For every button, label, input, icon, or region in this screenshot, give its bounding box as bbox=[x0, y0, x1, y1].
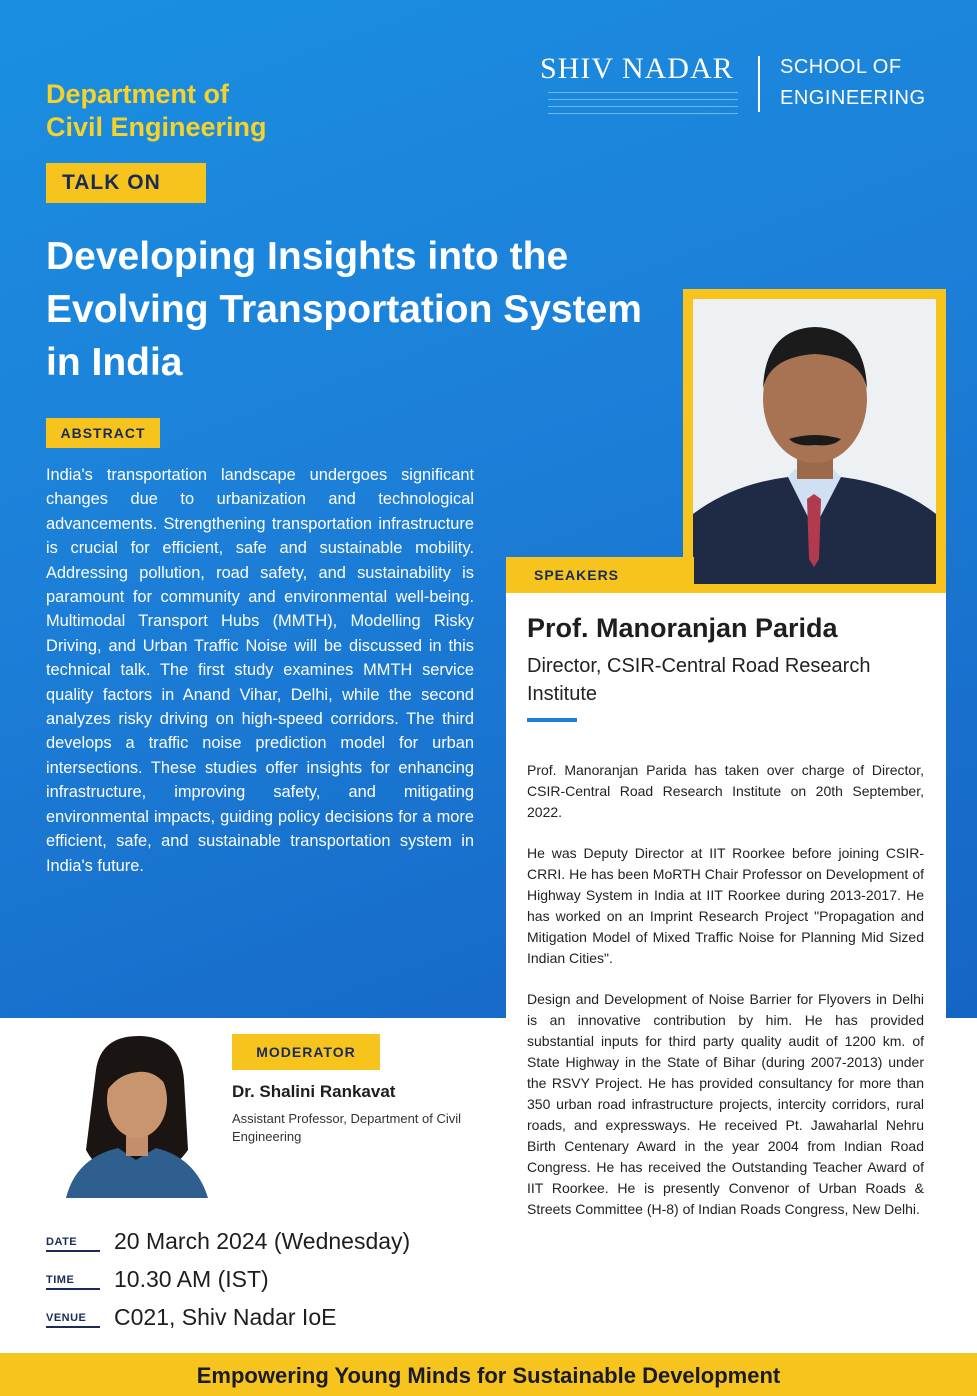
date-row bbox=[46, 1228, 486, 1262]
date-value: 20 March 2024 (Wednesday) bbox=[114, 1228, 411, 1254]
moderator-name: Dr. Shalini Rankavat bbox=[232, 1082, 396, 1101]
speaker-accent-rule bbox=[527, 718, 577, 722]
logo-fine-print bbox=[548, 92, 738, 120]
department-heading bbox=[46, 78, 267, 144]
talk-title: Developing Insights into the Evolving Transportation System in India bbox=[46, 235, 642, 384]
speaker-name: Prof. Manoranjan Parida bbox=[527, 613, 838, 643]
moderator-portrait-icon bbox=[56, 1030, 216, 1198]
logo-school-line2: ENGINEERING bbox=[780, 87, 926, 109]
bio-paragraph: Prof. Manoranjan Parida has taken over charge of Director, CSIR-Central Road Research Institute on 20th September, 2022. bbox=[527, 762, 924, 820]
venue-row bbox=[46, 1304, 486, 1338]
bio-paragraph: He was Deputy Director at IIT Roorkee before joining CSIR-CRRI. He has been MoRTH Chair Professor on Development of Highway System in India at IIT Roorkee during 2013-2017. He has worked on an Imprint Research Project "Propagation and Mitigation Model of Mixed Traffic Noise for Planning Mid Sized Indian Cities". bbox=[527, 845, 924, 966]
logo-wordmark: SHIV NADAR bbox=[540, 52, 734, 85]
logo-divider bbox=[758, 56, 760, 112]
venue-label: VENUE bbox=[46, 1312, 100, 1328]
venue-value: C021, Shiv Nadar IoE bbox=[114, 1304, 337, 1330]
abstract-tag: ABSTRACT bbox=[46, 418, 160, 448]
abstract-text: India's transportation landscape undergoes significant changes due to urbanization and technological advancements. Strengthening transportation infrastructure is crucial for efficient, safe and sustainable mobility. Addressing pollution, road safety, and sustainability is paramount for community and environmental well-being. Multimodal Transport Hubs (MMTH), Modelling Risky Driving, and Urban Traffic Noise will be discussed in this technical talk. The first study examines MMTH service quality factors in Anand Vihar, Delhi, while the second analyzes risky driving on high-speed corridors. The third develops a traffic noise prediction model for urban intersections. These studies offer insights for enhancing infrastructure, improving safety, and mitigating environmental impacts, guiding policy decisions for a more efficient, safe, and sustainable transportation system in India's future. bbox=[46, 466, 474, 875]
department-line2: Civil Engineering bbox=[46, 112, 267, 142]
department-line1: Department of bbox=[46, 79, 230, 109]
time-label: TIME bbox=[46, 1274, 100, 1290]
moderator-role: Assistant Professor, Department of Civil Engineering bbox=[232, 1111, 462, 1144]
time-value: 10.30 AM (IST) bbox=[114, 1266, 269, 1292]
footer-banner: Empowering Young Minds for Sustainable Development bbox=[0, 1353, 977, 1396]
date-label: DATE bbox=[46, 1236, 100, 1252]
speaker-bio bbox=[527, 760, 924, 1240]
logo-school-line1: SCHOOL OF bbox=[780, 56, 902, 78]
institution-logo bbox=[540, 52, 960, 132]
speaker-photo bbox=[693, 299, 936, 584]
talk-on-tag: TALK ON bbox=[46, 163, 206, 203]
bio-paragraph: Design and Development of Noise Barrier for Flyovers in Delhi is an innovative contribution by him. He has provided substantial inputs for third party quality audit of 1200 km. of State Highway in the State of Bihar (during 2007-2013) under the RSVY Project. He has provided consultancy for more than 350 urban road infrastructure projects, intercity corridors, rural roads, and expressways. He received Pt. Jawaharlal Nehru Birth Centenary Award in the year 2004 from Indian Road Congress. He has received the Outstanding Teacher Award of IIT Roorkee. He is presently Convenor of Urban Roads & Streets Committee (H-8) of Indian Roads Congress, New Delhi. bbox=[527, 991, 924, 1217]
moderator-photo bbox=[56, 1030, 216, 1198]
time-row bbox=[46, 1266, 486, 1300]
speakers-tag: SPEAKERS bbox=[506, 557, 694, 593]
speaker-portrait-icon bbox=[693, 299, 936, 584]
moderator-tag: MODERATOR bbox=[232, 1034, 380, 1070]
logo-school bbox=[780, 52, 926, 114]
speaker-role: Director, CSIR-Central Road Research Institute bbox=[527, 655, 871, 705]
